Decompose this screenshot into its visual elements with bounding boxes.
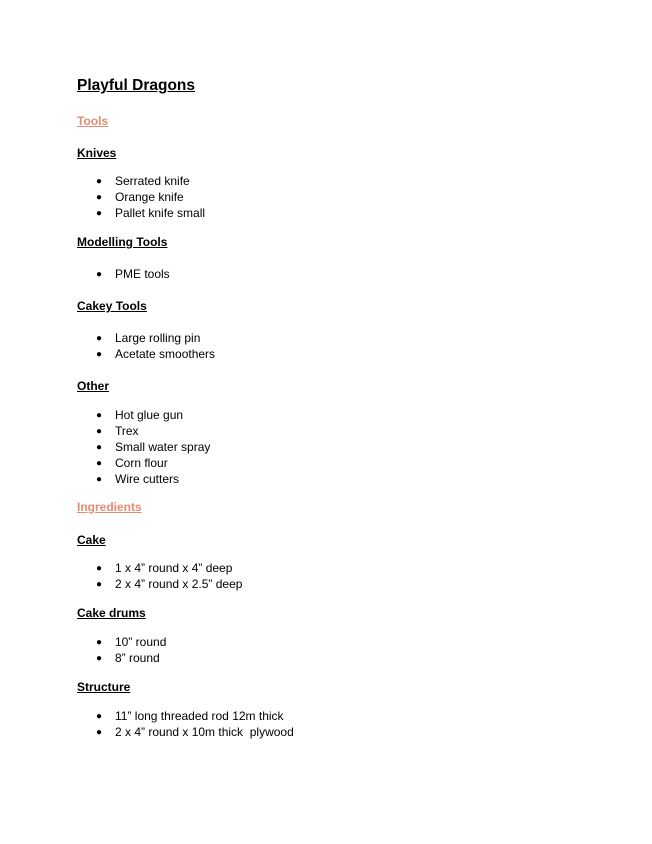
- list-item: ● Orange knife: [96, 190, 184, 204]
- bullet-icon: ●: [96, 333, 103, 344]
- bullet-icon: ●: [96, 711, 103, 722]
- subheading-cake: Cake: [77, 533, 106, 547]
- list-item: ● 2 x 4” round x 10m thick plywood: [96, 725, 294, 739]
- bullet-icon: ●: [96, 637, 103, 648]
- bullet-icon: ●: [96, 208, 103, 219]
- subheading-structure: Structure: [77, 680, 131, 694]
- subheading-cakey-tools: Cakey Tools: [77, 299, 147, 313]
- bullet-icon: ●: [96, 727, 103, 738]
- list-item: ● 10” round: [96, 635, 167, 649]
- section-heading-ingredients: Ingredients: [77, 500, 142, 514]
- list-item: ● 11” long threaded rod 12m thick: [96, 709, 284, 723]
- bullet-icon: ●: [96, 410, 103, 421]
- bullet-icon: ●: [96, 458, 103, 469]
- subheading-modelling-tools: Modelling Tools: [77, 235, 168, 249]
- list-item: ● Small water spray: [96, 440, 211, 454]
- bullet-icon: ●: [96, 579, 103, 590]
- list-item: ● Wire cutters: [96, 472, 180, 486]
- subheading-knives: Knives: [77, 146, 117, 160]
- list-item: ● Trex: [96, 424, 139, 438]
- list-item: ● 2 x 4” round x 2.5” deep: [96, 577, 243, 591]
- bullet-icon: ●: [96, 563, 103, 574]
- bullet-icon: ●: [96, 176, 103, 187]
- list-item: ● Pallet knife small: [96, 206, 206, 220]
- subheading-other: Other: [77, 379, 110, 393]
- section-heading-tools: Tools: [77, 114, 109, 128]
- bullet-icon: ●: [96, 349, 103, 360]
- document-title: Playful Dragons: [77, 77, 195, 94]
- list-item: ● Corn flour: [96, 456, 168, 470]
- list-item: ● PME tools: [96, 267, 170, 281]
- list-item: ● 8” round: [96, 651, 160, 665]
- bullet-icon: ●: [96, 192, 103, 203]
- subheading-cake-drums: Cake drums: [77, 606, 146, 620]
- bullet-icon: ●: [96, 442, 103, 453]
- bullet-icon: ●: [96, 426, 103, 437]
- list-item: ● 1 x 4” round x 4” deep: [96, 561, 233, 575]
- list-item: ● Serrated knife: [96, 174, 190, 188]
- bullet-icon: ●: [96, 269, 103, 280]
- list-item: ● Large rolling pin: [96, 331, 201, 345]
- list-item: ● Acetate smoothers: [96, 347, 216, 361]
- bullet-icon: ●: [96, 474, 103, 485]
- bullet-icon: ●: [96, 653, 103, 664]
- list-item: ● Hot glue gun: [96, 408, 184, 422]
